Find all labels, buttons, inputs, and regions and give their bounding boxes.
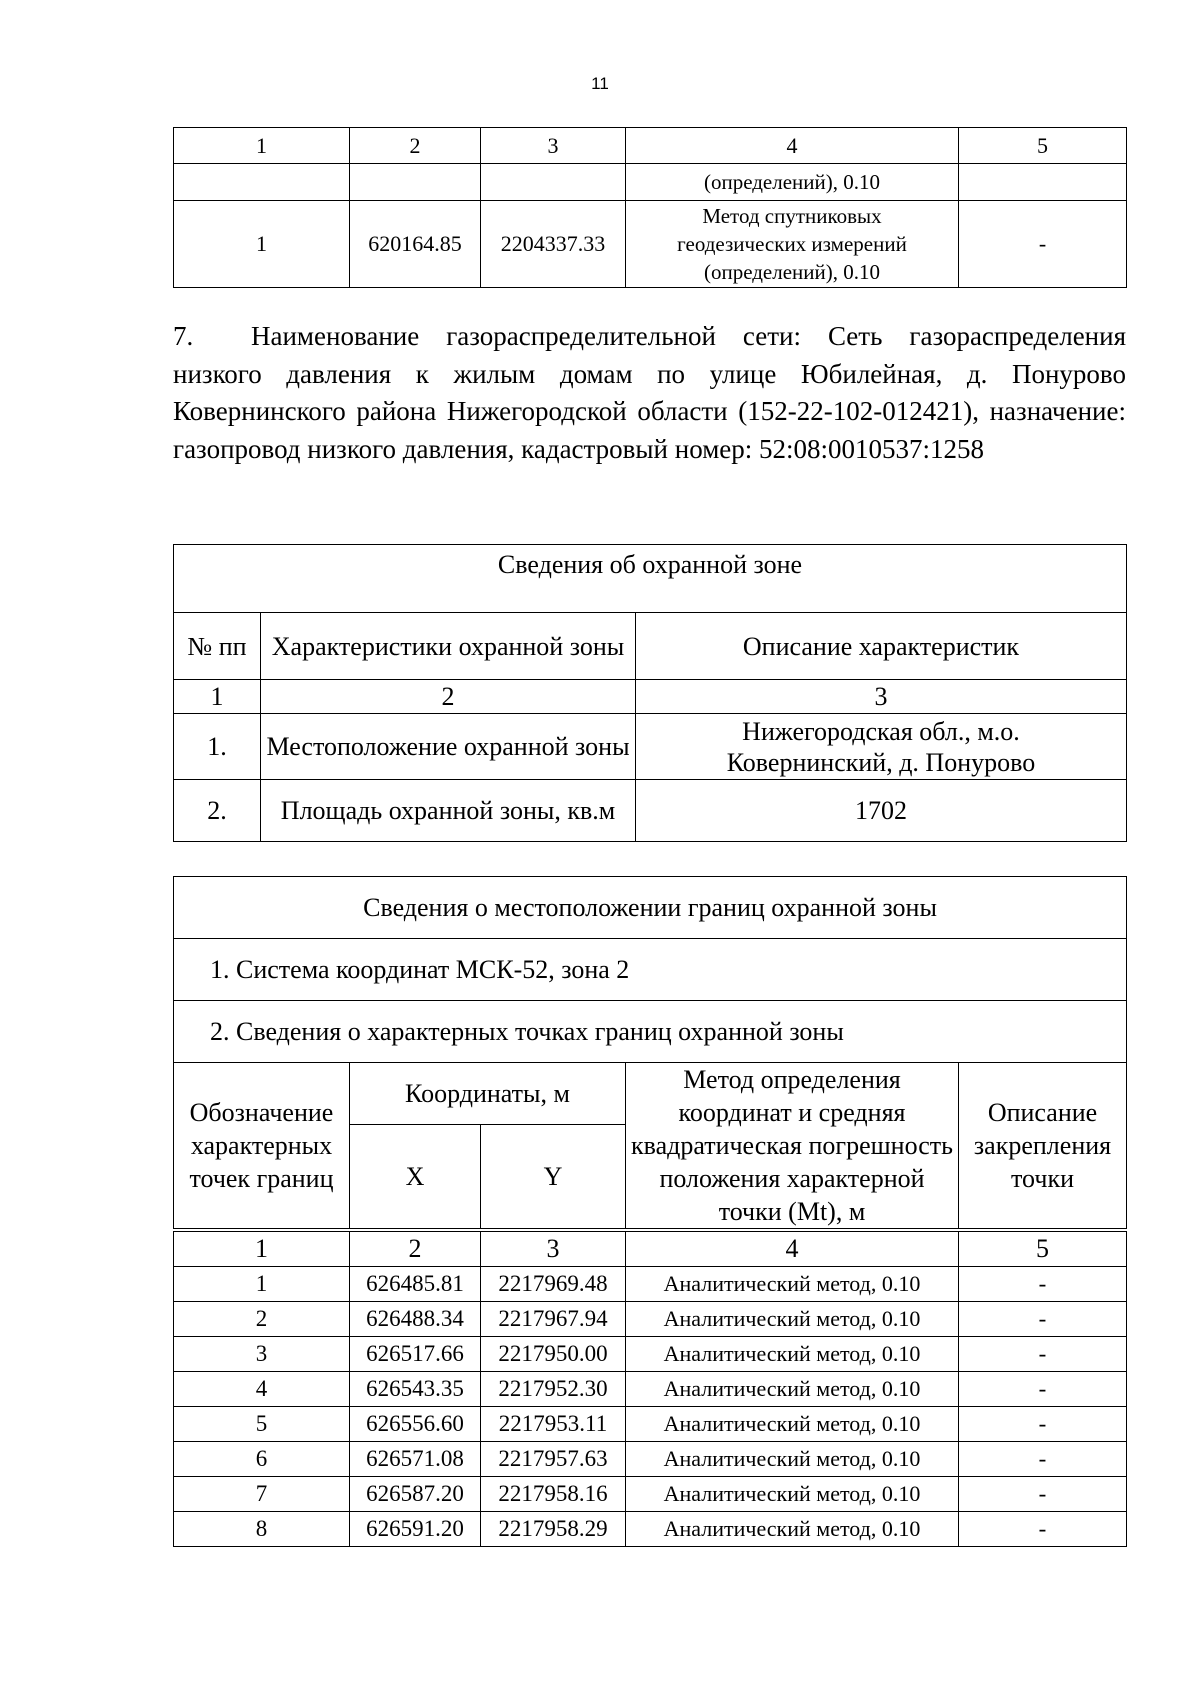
x-cell: 626517.66 <box>350 1337 481 1372</box>
col-number: 4 <box>626 128 959 164</box>
col-number: 5 <box>959 128 1127 164</box>
x-cell: 626543.35 <box>350 1372 481 1407</box>
description-cell: - <box>959 1372 1127 1407</box>
col-number: 2 <box>350 1232 481 1267</box>
point-cell: 1 <box>174 201 350 288</box>
method-cell: Аналитический метод, 0.10 <box>626 1337 959 1372</box>
y-cell: 2217958.29 <box>481 1512 626 1547</box>
point-cell: 5 <box>174 1407 350 1442</box>
boundary-table <box>173 876 1127 1229</box>
description-cell: - <box>959 1337 1127 1372</box>
col-number: 1 <box>174 680 261 714</box>
row-num: 2. <box>174 780 261 842</box>
row-characteristic: Площадь охранной зоны, кв.м <box>261 780 636 842</box>
section-number: 7. <box>173 321 194 351</box>
method-cell: Аналитический метод, 0.10 <box>626 1442 959 1477</box>
point-cell: 4 <box>174 1372 350 1407</box>
points-title: 2. Сведения о характерных точках границ охранной зоны <box>174 1001 1127 1063</box>
col-number: 1 <box>174 128 350 164</box>
table-row <box>174 1267 1127 1302</box>
row-description: 1702 <box>636 780 1127 842</box>
description-cell: - <box>959 1512 1127 1547</box>
x-cell: 626587.20 <box>350 1477 481 1512</box>
section-text: Наименование газораспределительной сети: Сеть газораспределения низкого давления к жилым домам по улице Юбилейная, д. Понурово Ковернинского района Нижегородской области (152-22-102-012421), назначение: газопровод низкого давления, кадастровый номер: 52:08:0010537:1258 <box>173 321 1126 464</box>
header-fixing: Описание закрепления точки <box>959 1063 1127 1229</box>
method-cell: Аналитический метод, 0.10 <box>626 1512 959 1547</box>
x-cell: 626485.81 <box>350 1267 481 1302</box>
zone-info-table <box>173 544 1127 842</box>
y-cell: 2217958.16 <box>481 1477 626 1512</box>
col-number: 2 <box>350 128 481 164</box>
method-cell: Аналитический метод, 0.10 <box>626 1407 959 1442</box>
description-cell: - <box>959 1267 1127 1302</box>
method-cell <box>626 201 959 288</box>
method-cell: (определений), 0.10 <box>626 164 959 201</box>
zone-table-title: Сведения об охранной зоне <box>174 545 1127 613</box>
description-line: Нижегородская обл., м.о. <box>742 716 1020 746</box>
row-num: 1. <box>174 714 261 780</box>
y-cell: 2217969.48 <box>481 1267 626 1302</box>
description-cell: - <box>959 1302 1127 1337</box>
continuation-table <box>173 127 1127 288</box>
col-number: 5 <box>959 1232 1127 1267</box>
point-cell: 2 <box>174 1302 350 1337</box>
page-number: 11 <box>591 74 609 93</box>
table-row <box>174 1407 1127 1442</box>
header-designation: Обозначение характерных точек границ <box>174 1063 350 1229</box>
header-coordinates: Координаты, м <box>350 1063 626 1125</box>
table-row <box>174 1337 1127 1372</box>
point-cell: 6 <box>174 1442 350 1477</box>
method-line: (определений), 0.10 <box>703 260 881 284</box>
description-cell: - <box>959 1407 1127 1442</box>
row-description <box>636 714 1127 780</box>
method-line: Метод спутниковых <box>702 204 882 228</box>
point-cell: 8 <box>174 1512 350 1547</box>
section-paragraph <box>173 318 1126 468</box>
description-cell: - <box>959 1477 1127 1512</box>
header-method: Метод определения координат и средняя квадратическая погрешность положения характерной точки (Mt), м <box>626 1063 959 1229</box>
y-cell: 2204337.33 <box>481 201 626 288</box>
x-cell: 626556.60 <box>350 1407 481 1442</box>
col-number: 4 <box>626 1232 959 1267</box>
point-cell: 3 <box>174 1337 350 1372</box>
col-number: 3 <box>481 1232 626 1267</box>
points-table <box>173 1231 1127 1547</box>
point-cell: 1 <box>174 1267 350 1302</box>
y-cell: 2217952.30 <box>481 1372 626 1407</box>
empty-cell <box>174 164 350 201</box>
point-cell: 7 <box>174 1477 350 1512</box>
header-characteristic: Характеристики охранной зоны <box>261 613 636 680</box>
description-cell: - <box>959 201 1127 288</box>
method-cell: Аналитический метод, 0.10 <box>626 1267 959 1302</box>
method-cell: Аналитический метод, 0.10 <box>626 1372 959 1407</box>
col-number: 3 <box>636 680 1127 714</box>
y-cell: 2217957.63 <box>481 1442 626 1477</box>
method-cell: Аналитический метод, 0.10 <box>626 1302 959 1337</box>
description-line: Ковернинский, д. Понурово <box>726 747 1036 777</box>
table-row <box>174 1512 1127 1547</box>
boundary-table-title: Сведения о местоположении границ охранной зоны <box>174 877 1127 939</box>
y-cell: 2217953.11 <box>481 1407 626 1442</box>
x-cell: 626591.20 <box>350 1512 481 1547</box>
y-cell: 2217967.94 <box>481 1302 626 1337</box>
table-row <box>174 1302 1127 1337</box>
header-description: Описание характеристик <box>636 613 1127 680</box>
col-number: 1 <box>174 1232 350 1267</box>
x-cell: 626488.34 <box>350 1302 481 1337</box>
empty-cell <box>959 164 1127 201</box>
empty-cell <box>350 164 481 201</box>
col-number: 3 <box>481 128 626 164</box>
x-cell: 620164.85 <box>350 201 481 288</box>
header-num: № пп <box>174 613 261 680</box>
header-x: X <box>350 1125 481 1229</box>
table-row <box>174 1372 1127 1407</box>
table-row <box>174 1477 1127 1512</box>
header-y: Y <box>481 1125 626 1229</box>
method-line: геодезических измерений <box>677 232 907 256</box>
coordinate-system: 1. Система координат МСК-52, зона 2 <box>174 939 1127 1001</box>
description-cell: - <box>959 1442 1127 1477</box>
x-cell: 626571.08 <box>350 1442 481 1477</box>
col-number: 2 <box>261 680 636 714</box>
row-characteristic: Местоположение охранной зоны <box>261 714 636 780</box>
method-cell: Аналитический метод, 0.10 <box>626 1477 959 1512</box>
empty-cell <box>481 164 626 201</box>
table-row <box>174 1442 1127 1477</box>
y-cell: 2217950.00 <box>481 1337 626 1372</box>
